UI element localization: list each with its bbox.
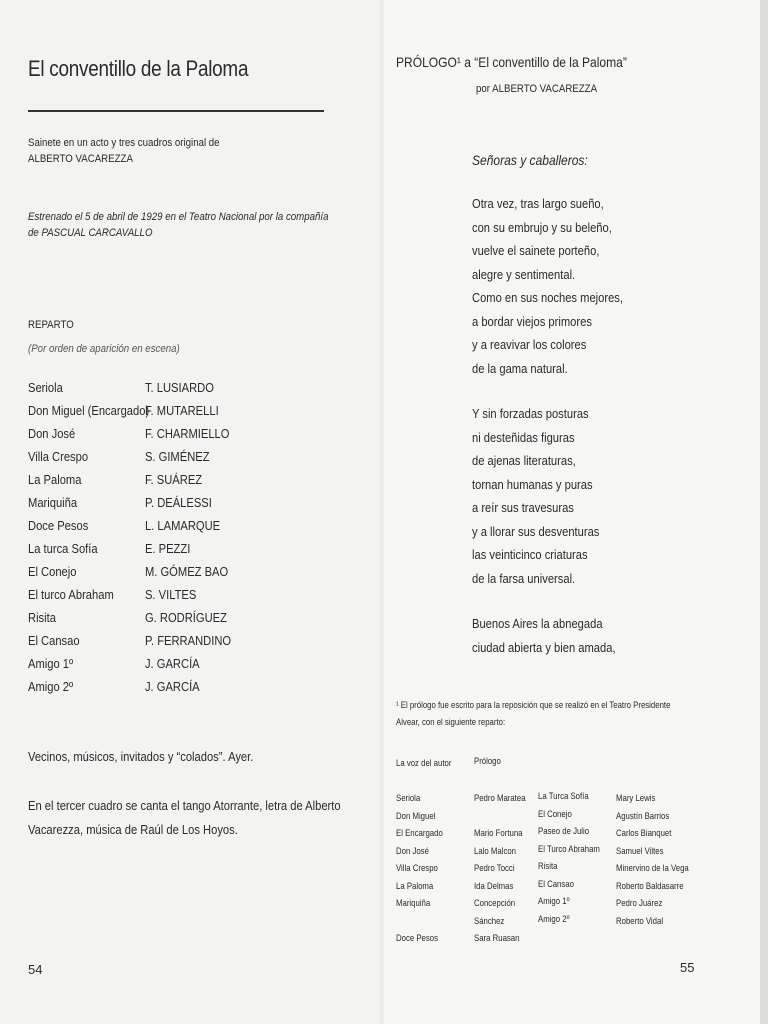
footnote-cell: Agustín Barrios <box>616 810 670 822</box>
right-page-number: 55 <box>680 960 695 975</box>
footnote-cell: Amigo 2º <box>538 913 570 925</box>
cast-role: El turco Abraham <box>28 587 114 602</box>
footnote-cell: El Encargado <box>396 828 443 839</box>
cast-heading: REPARTO <box>28 319 74 331</box>
footnote-cell: Ida Delmas <box>474 880 514 892</box>
footnote-cell: Minervino de la Vega <box>616 863 689 874</box>
cast-actor: S. GIMÉNEZ <box>144 449 210 464</box>
extras-line: Vecinos, músicos, invitados y “colados”. Ayer. <box>28 749 254 764</box>
footnote-cell: Pedro Maratea <box>474 793 526 804</box>
cast-actor: G. RODRÍGUEZ <box>144 610 227 625</box>
verse-line: de ajenas literaturas, <box>472 453 576 468</box>
verse-line: a bordar viejos primores <box>472 313 592 329</box>
footnote-cell: Carlos Bianquet <box>616 828 672 839</box>
verse-line: las veinticinco criaturas <box>472 547 588 562</box>
left-page-number: 54 <box>28 962 43 977</box>
footnote-cell: El Cansao <box>538 878 574 890</box>
footnote-cell: Mary Lewis <box>616 793 656 804</box>
cast-actor: P. DEÁLESSI <box>144 495 212 510</box>
footnote-line-2: Alvear, con el siguiente reparto: <box>396 717 506 728</box>
verse-line: Como en sus noches mejores, <box>472 290 624 305</box>
footnote-cell: El Turco Abraham <box>538 843 600 855</box>
verse-line: tornan humanas y puras <box>472 476 593 492</box>
verse-line: de la farsa universal. <box>472 570 576 586</box>
footnote-cell: Don Miguel <box>396 810 436 822</box>
footnote-cell: Pedro Tocci <box>474 863 515 874</box>
footnote-cell: Paseo de Julio <box>538 826 590 837</box>
footnote-cell: El Conejo <box>538 808 572 820</box>
footnote-cell: Seriola <box>396 793 421 804</box>
cast-actor: F. SUÁREZ <box>144 472 203 487</box>
footnote-cell: Mario Fortuna <box>474 828 523 839</box>
page-edge <box>760 0 768 1024</box>
prologue-author: por ALBERTO VACAREZZA <box>476 83 598 95</box>
note-line-2: Vacarezza, música de Raúl de Los Hoyos. <box>28 822 238 837</box>
verse-line: ciudad abierta y bien amada, <box>472 639 616 655</box>
footnote-cell: Samuel Viltes <box>616 845 664 857</box>
subtitle-line-1: Sainete en un acto y tres cuadros original de <box>28 137 220 149</box>
play-title: El conventillo de la Paloma <box>28 56 249 81</box>
cast-role: Don José <box>28 426 76 441</box>
cast-actor: J. GARCÍA <box>144 656 200 671</box>
cast-role: Seriola <box>28 380 63 395</box>
verse-line: a reír sus travesuras <box>472 500 574 515</box>
subtitle-line-2: ALBERTO VACAREZZA <box>28 153 133 165</box>
title-rule <box>28 110 324 112</box>
footnote-cell: Villa Crespo <box>396 863 438 874</box>
verse-line: y a llorar sus desventuras <box>472 523 600 539</box>
cast-role: El Conejo <box>28 564 77 579</box>
cast-note: (Por orden de aparición en escena) <box>28 343 180 355</box>
cast-actor: F. CHARMIELLO <box>144 426 230 441</box>
cast-actor: F. MUTARELLI <box>144 403 219 418</box>
footnote-cell: Concepción <box>474 898 516 909</box>
verse-line: Otra vez, tras largo sueño, <box>472 196 604 211</box>
cast-actor: E. PEZZI <box>144 541 191 556</box>
footnote-cell: La Turca Sofía <box>538 791 589 802</box>
footnote-cell: Amigo 1º <box>538 896 570 907</box>
verse-line: de la gama natural. <box>472 360 568 376</box>
cast-role: Amigo 1º <box>28 656 74 671</box>
cast-actor: S. VILTES <box>144 587 197 602</box>
footnote-cell: Sara Ruasan <box>474 933 520 944</box>
cast-role: Don Miguel (Encargado) <box>28 403 150 418</box>
cast-role: Mariquiña <box>28 495 78 510</box>
verse-line: con su embrujo y su beleño, <box>472 219 612 235</box>
right-page <box>384 0 768 1024</box>
footnote-cell: Lalo Malcon <box>474 845 517 857</box>
note-line-1: En el tercer cuadro se canta el tango Atorrante, letra de Alberto <box>28 798 341 813</box>
footnote-cell: Don José <box>396 845 429 857</box>
verse-line: Buenos Aires la abnegada <box>472 616 603 631</box>
footnote-line-1: ¹ El prólogo fue escrito para la reposición que se realizó en el Teatro Presidente <box>396 700 671 711</box>
footnote-cell: Risita <box>538 861 558 872</box>
cast-actor: T. LUSIARDO <box>144 380 214 395</box>
premiere-line-2: de PASCUAL CARCAVALLO <box>28 227 153 239</box>
footnote-cell: Doce Pesos <box>396 933 439 944</box>
cast-role: El Cansao <box>28 633 80 648</box>
verse-line: vuelve el sainete porteño, <box>472 243 600 258</box>
cast-role: Amigo 2º <box>28 679 74 694</box>
verse-line: y a reavivar los colores <box>472 337 587 352</box>
footnote-cell: Roberto Vidal <box>616 915 664 927</box>
prologue-heading: PRÓLOGO¹ a “El conventillo de la Paloma” <box>396 54 627 70</box>
cast-actor: L. LAMARQUE <box>144 518 221 533</box>
cast-actor: M. GÓMEZ BAO <box>144 564 229 579</box>
cast-actor: P. FERRANDINO <box>144 633 232 648</box>
footnote-cell: Roberto Baldasarre <box>616 880 684 892</box>
footnote-cell: Mariquiña <box>396 898 431 909</box>
cast-role: La Paloma <box>28 472 82 487</box>
footnote-header-right: Prólogo <box>474 756 501 767</box>
premiere-line-1: Estrenado el 5 de abril de 1929 en el Teatro Nacional por la compañía <box>28 211 329 223</box>
cast-role: La turca Sofía <box>28 541 98 556</box>
salutation: Señoras y caballeros: <box>472 152 588 168</box>
footnote-cell: Sánchez <box>474 915 505 927</box>
cast-role: Villa Crespo <box>28 449 89 464</box>
footnote-header-left: La voz del autor <box>396 758 452 769</box>
cast-actor: J. GARCÍA <box>144 679 200 694</box>
verse-line: Y sin forzadas posturas <box>472 406 589 421</box>
cast-role: Risita <box>28 610 56 625</box>
verse-line: ni desteñidas figuras <box>472 429 575 445</box>
verse-line: alegre y sentimental. <box>472 266 576 282</box>
footnote-cell: La Paloma <box>396 880 434 892</box>
cast-role: Doce Pesos <box>28 518 89 533</box>
footnote-cell: Pedro Juárez <box>616 898 663 909</box>
